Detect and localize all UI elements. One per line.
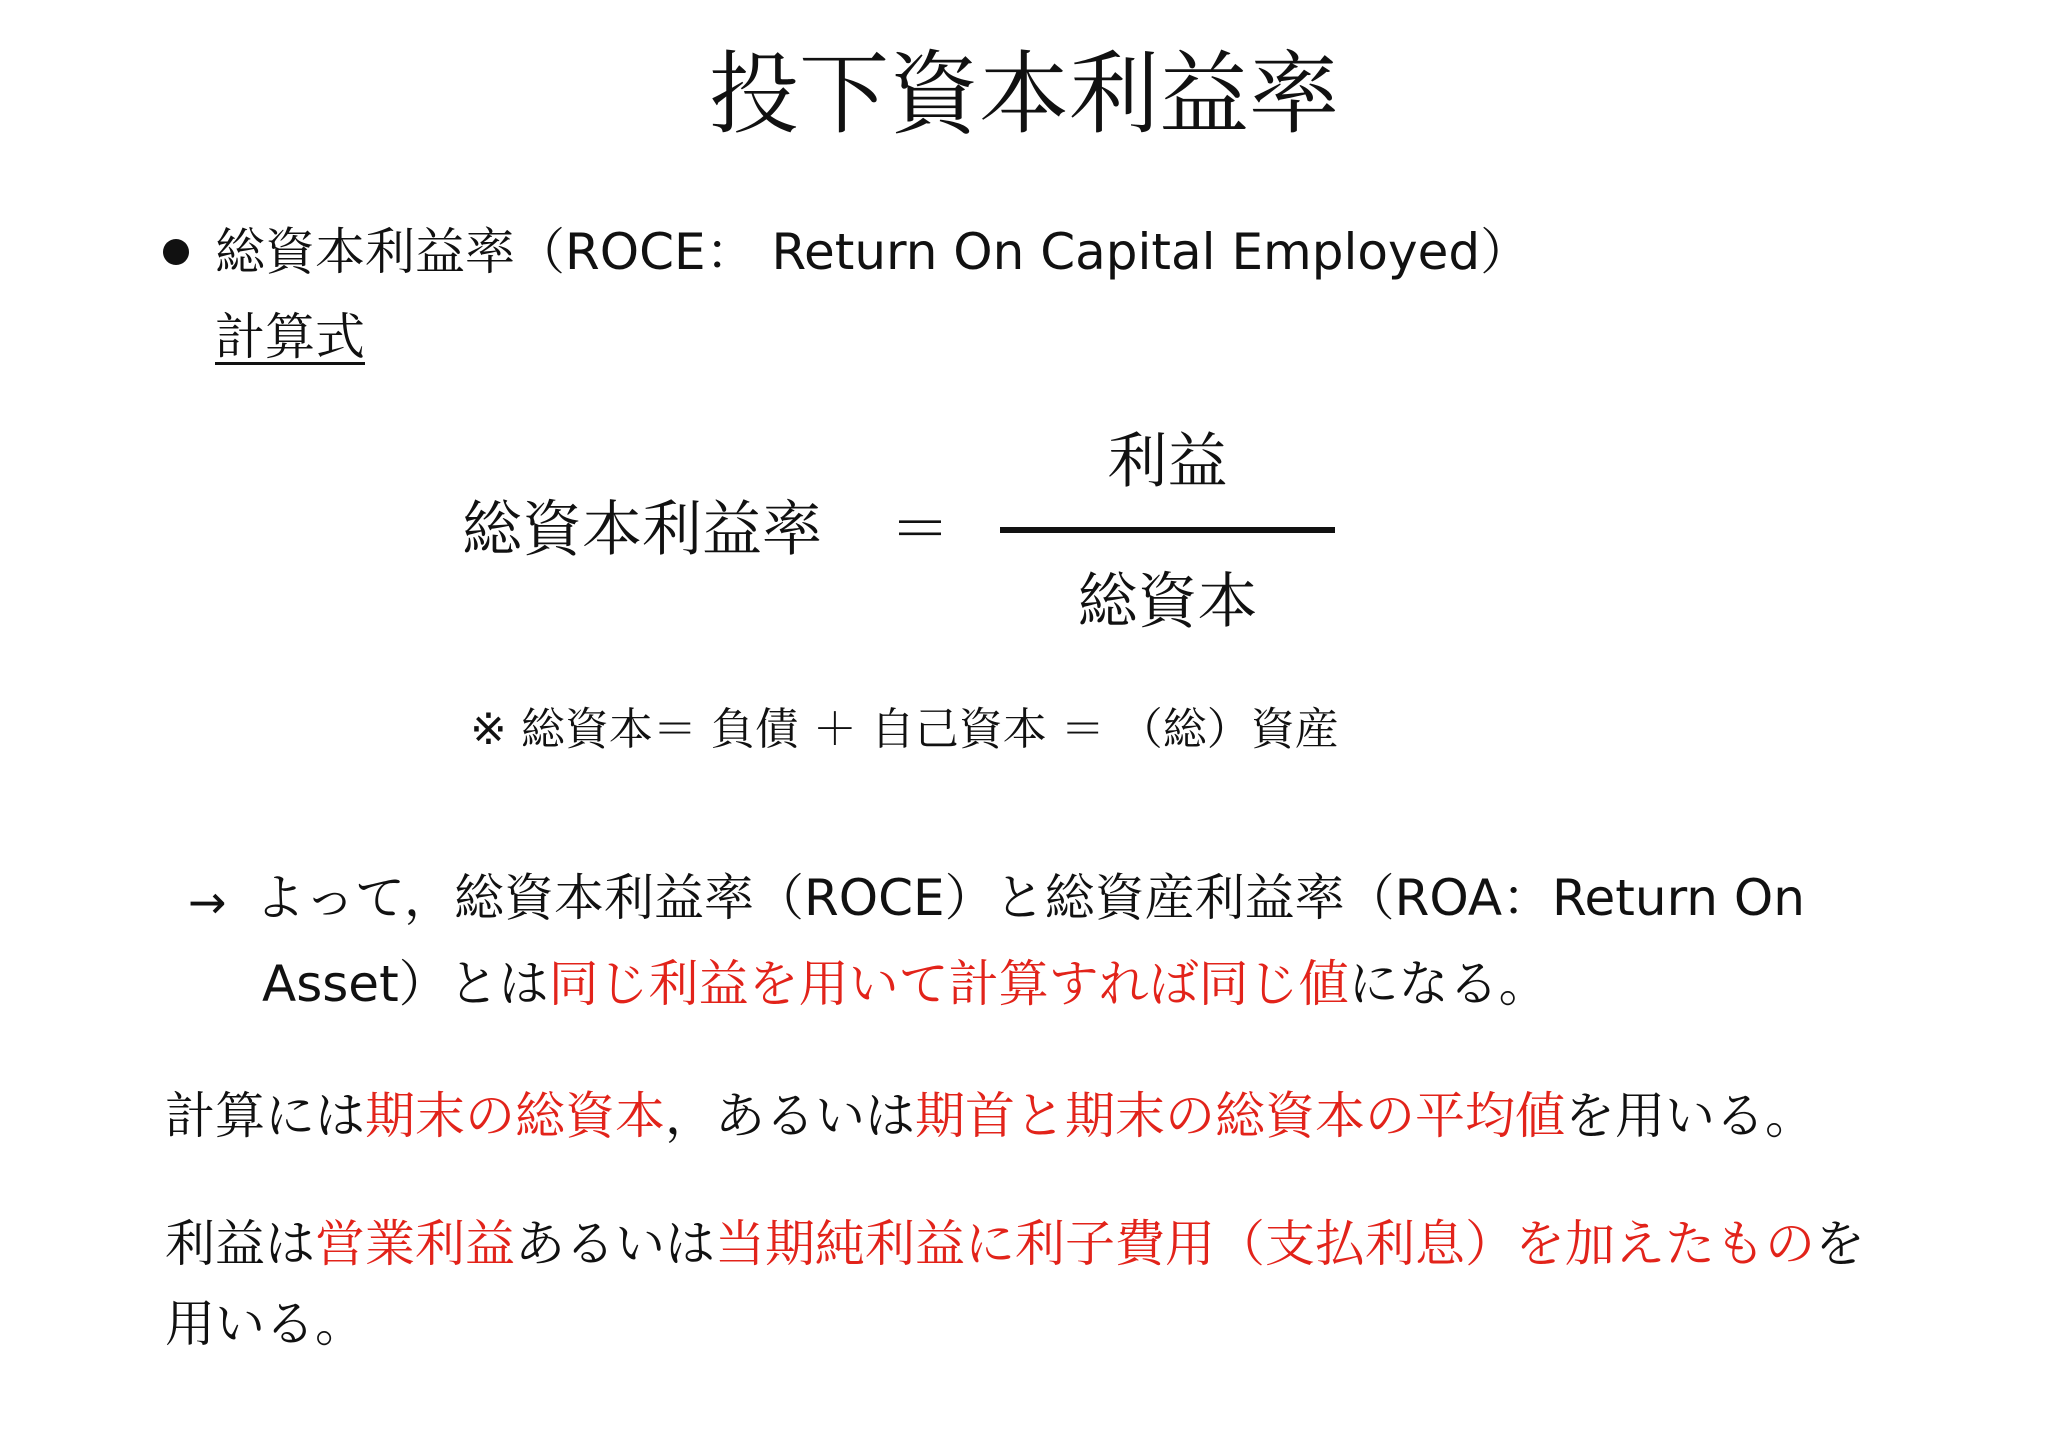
conclusion-text: Asset）とは bbox=[262, 955, 549, 1013]
formula-subheading: 計算式 bbox=[215, 308, 365, 366]
formula-note: ※ 総資本＝ 負債 ＋ 自己資本 ＝ （総）資産 bbox=[470, 704, 1339, 755]
formula-equals: ＝ bbox=[890, 495, 950, 565]
profit-note-line-2: 用いる。 bbox=[165, 1295, 365, 1353]
calc-note-highlight-2: 期首と期末の総資本の平均値 bbox=[915, 1087, 1565, 1145]
calc-note-text-3: を用いる。 bbox=[1565, 1087, 1815, 1145]
profit-note-highlight-2: 当期純利益に利子費用（支払利息）を加えたもの bbox=[715, 1215, 1815, 1273]
profit-note-line-1 bbox=[165, 1212, 1865, 1276]
formula-numerator: 利益 bbox=[1107, 427, 1228, 497]
conclusion-text-end: になる。 bbox=[1348, 955, 1549, 1013]
calc-note-text-2: ，あるいは bbox=[665, 1087, 915, 1145]
bullet-point-icon bbox=[163, 239, 189, 265]
slide-title: 投下資本利益率 bbox=[709, 42, 1339, 147]
calc-note-highlight-1: 期末の総資本 bbox=[365, 1087, 665, 1145]
conclusion-line-2 bbox=[262, 952, 1549, 1016]
fraction-bar bbox=[1000, 527, 1335, 533]
conclusion-line-1: よって，総資本利益率（ROCE）と総資産利益率（ROA：Return On bbox=[255, 869, 1805, 927]
arrow-icon: → bbox=[188, 875, 227, 929]
calc-note bbox=[165, 1084, 1815, 1148]
calc-note-text: 計算には bbox=[165, 1087, 365, 1145]
bullet-text: 総資本利益率（ROCE： Return On Capital Employed） bbox=[215, 223, 1531, 281]
profit-note-text-2: あるいは bbox=[515, 1215, 715, 1273]
conclusion-highlight: 同じ利益を用いて計算すれば同じ値 bbox=[548, 955, 1349, 1013]
formula-lhs: 総資本利益率 bbox=[462, 495, 822, 565]
profit-note-text: 利益は bbox=[165, 1215, 315, 1273]
profit-note-text-3: を bbox=[1815, 1215, 1865, 1273]
formula-denominator: 総資本 bbox=[1077, 567, 1258, 637]
profit-note-highlight-1: 営業利益 bbox=[315, 1215, 515, 1273]
